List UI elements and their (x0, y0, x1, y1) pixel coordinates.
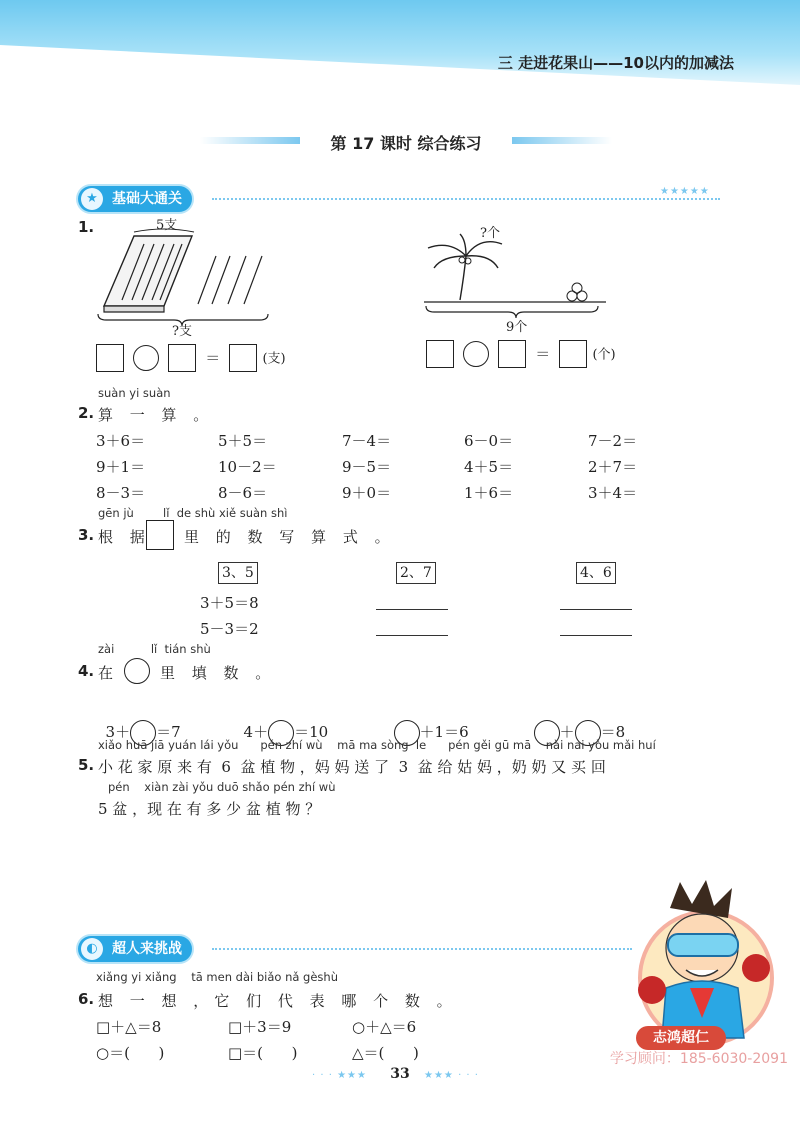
q3-example-eq1: 3＋5＝8 (200, 594, 259, 612)
q2-cell[interactable]: 9＋1＝ (96, 458, 146, 476)
answer-line[interactable] (376, 635, 448, 636)
q4-item: 4＋ ＝10 (234, 702, 328, 746)
page-number: 33 (390, 1066, 410, 1082)
q2-cell[interactable]: 4＋5＝ (464, 458, 514, 476)
unit-label: (个) (592, 347, 616, 363)
q1-left-top-label: 5支 (156, 218, 178, 233)
q6-answer[interactable]: ○＝( ) (96, 1044, 165, 1062)
answer-box[interactable] (426, 340, 454, 368)
q2-cell[interactable]: 8－3＝ (96, 484, 146, 502)
question-number: 5. (78, 756, 95, 774)
q4-pinyin: zài lǐ tián shù (98, 642, 211, 656)
answer-box[interactable] (96, 344, 124, 372)
footer-stars-right: ★★★ · · · (424, 1070, 479, 1081)
q3-title-box (146, 520, 174, 550)
q2-cell[interactable]: 9－5＝ (342, 458, 392, 476)
q2-cell[interactable]: 7－2＝ (588, 432, 638, 450)
answer-line[interactable] (560, 609, 632, 610)
question-number: 4. (78, 662, 95, 680)
q6-equation: ○＋△＝6 (352, 1018, 417, 1036)
q4-title-circle (124, 658, 150, 684)
operator-circle[interactable] (463, 341, 489, 367)
q1-right-top-label: ?个 (480, 226, 500, 241)
q4-item: 3＋ ＝7 (96, 702, 181, 746)
footer-stars-left: · · · ★★★ (312, 1070, 367, 1081)
q2-cell[interactable]: 7－4＝ (342, 432, 392, 450)
q2-cell[interactable]: 3＋4＝ (588, 484, 638, 502)
q6-equation: □＋3＝9 (228, 1018, 292, 1036)
q2-cell[interactable]: 1＋6＝ (464, 484, 514, 502)
q2-cell[interactable]: 9＋0＝ (342, 484, 392, 502)
coconut-tree-illustration (420, 230, 610, 320)
q6-pinyin: xiǎng yi xiǎng tā men dài biǎo nǎ gèshù (96, 970, 339, 984)
answer-line[interactable] (560, 635, 632, 636)
number-pair-box: 4、6 (576, 562, 616, 584)
star-icon: ★ (81, 188, 103, 210)
answer-box[interactable] (168, 344, 196, 372)
q6-answer[interactable]: △＝( ) (352, 1044, 419, 1062)
q3-title-a: 根 据 (98, 528, 151, 546)
section-divider (212, 948, 632, 950)
stars-decoration: ★★★★★ (660, 186, 710, 197)
ufo-icon: ◐ (81, 938, 103, 960)
q1-left-answer: ＝ (支) (96, 344, 286, 372)
section-divider (212, 198, 720, 200)
q4-item: ＋1＝6 (384, 702, 469, 746)
answer-box[interactable] (559, 340, 587, 368)
q5-line-1: 小 花 家 原 来 有 6 盆 植 物 ，妈 妈 送 了 3 盆 给 姑 妈 ，奶 奶 又 买 回 (98, 758, 606, 776)
question-number: 3. (78, 526, 95, 544)
question-number: 1. (78, 218, 95, 236)
q4-title-a: 在 (98, 664, 120, 682)
section-basic-label: 基础大通关 (112, 191, 182, 207)
section-badge-basic (78, 186, 192, 212)
answer-box[interactable] (498, 340, 526, 368)
q2-cell[interactable]: 2＋7＝ (588, 458, 638, 476)
q3-example-eq2: 5－3＝2 (200, 620, 259, 638)
q1-right-answer: ＝ (个) (426, 340, 616, 368)
answer-line[interactable] (376, 609, 448, 610)
q2-title: 算 一 算 。 (98, 406, 215, 424)
q2-cell[interactable]: 8－6＝ (218, 484, 268, 502)
number-pair-box: 2、7 (396, 562, 436, 584)
section-challenge-label: 超人来挑战 (112, 941, 182, 957)
q4-item: ＋ ＝8 (524, 702, 625, 746)
q3-title-b: 里 的 数 写 算 式 。 (184, 528, 396, 546)
unit-label: (支) (262, 351, 286, 367)
advisor-phone: 学习顾问：185-6030-2091 (609, 1051, 788, 1067)
title-bar-right (512, 137, 612, 144)
q1-left-bottom-label: ?支 (172, 324, 192, 339)
question-number: 6. (78, 990, 95, 1008)
q3-pinyin: gēn jù lǐ de shù xiě suàn shì (98, 506, 288, 520)
q2-cell[interactable]: 6－0＝ (464, 432, 514, 450)
q1-right-bottom-label: 9个 (506, 320, 528, 335)
q5-pinyin-2: pén xiàn zài yǒu duō shǎo pén zhí wù (108, 780, 336, 794)
operator-circle[interactable] (133, 345, 159, 371)
answer-box[interactable] (229, 344, 257, 372)
question-number: 2. (78, 404, 95, 422)
lesson-title: 第 17 课时 综合练习 (330, 134, 482, 153)
section-badge-challenge (78, 936, 192, 962)
header-sky-banner (0, 0, 800, 100)
mascot-illustration (610, 878, 780, 1058)
chapter-title: 三 走进花果山——10以内的加减法 (497, 54, 734, 72)
q6-title: 想 一 想 ，它 们 代 表 哪 个 数 。 (98, 992, 458, 1010)
q2-cell[interactable]: 10－2＝ (218, 458, 277, 476)
q2-cell[interactable]: 5＋5＝ (218, 432, 268, 450)
number-pair-box: 3、5 (218, 562, 258, 584)
q6-answer[interactable]: □＝( ) (228, 1044, 298, 1062)
q2-pinyin: suàn yi suàn (98, 386, 171, 400)
q6-equation: □＋△＝8 (96, 1018, 162, 1036)
q2-cell[interactable]: 3＋6＝ (96, 432, 146, 450)
mascot-banner: 志鸿超仁 (636, 1026, 726, 1050)
title-bar-left (200, 137, 300, 144)
q4-title-b: 里 填 数 。 (160, 664, 277, 682)
q5-line-2: 5 盆 ，现 在 有 多 少 盆 植 物 ？ (98, 800, 321, 818)
q5-pinyin-1: xiǎo huā jiā yuán lái yǒu pén zhí wù mā ma sòng le pén gěi gū mā nǎi nai yòu mǎi huí (98, 738, 656, 752)
